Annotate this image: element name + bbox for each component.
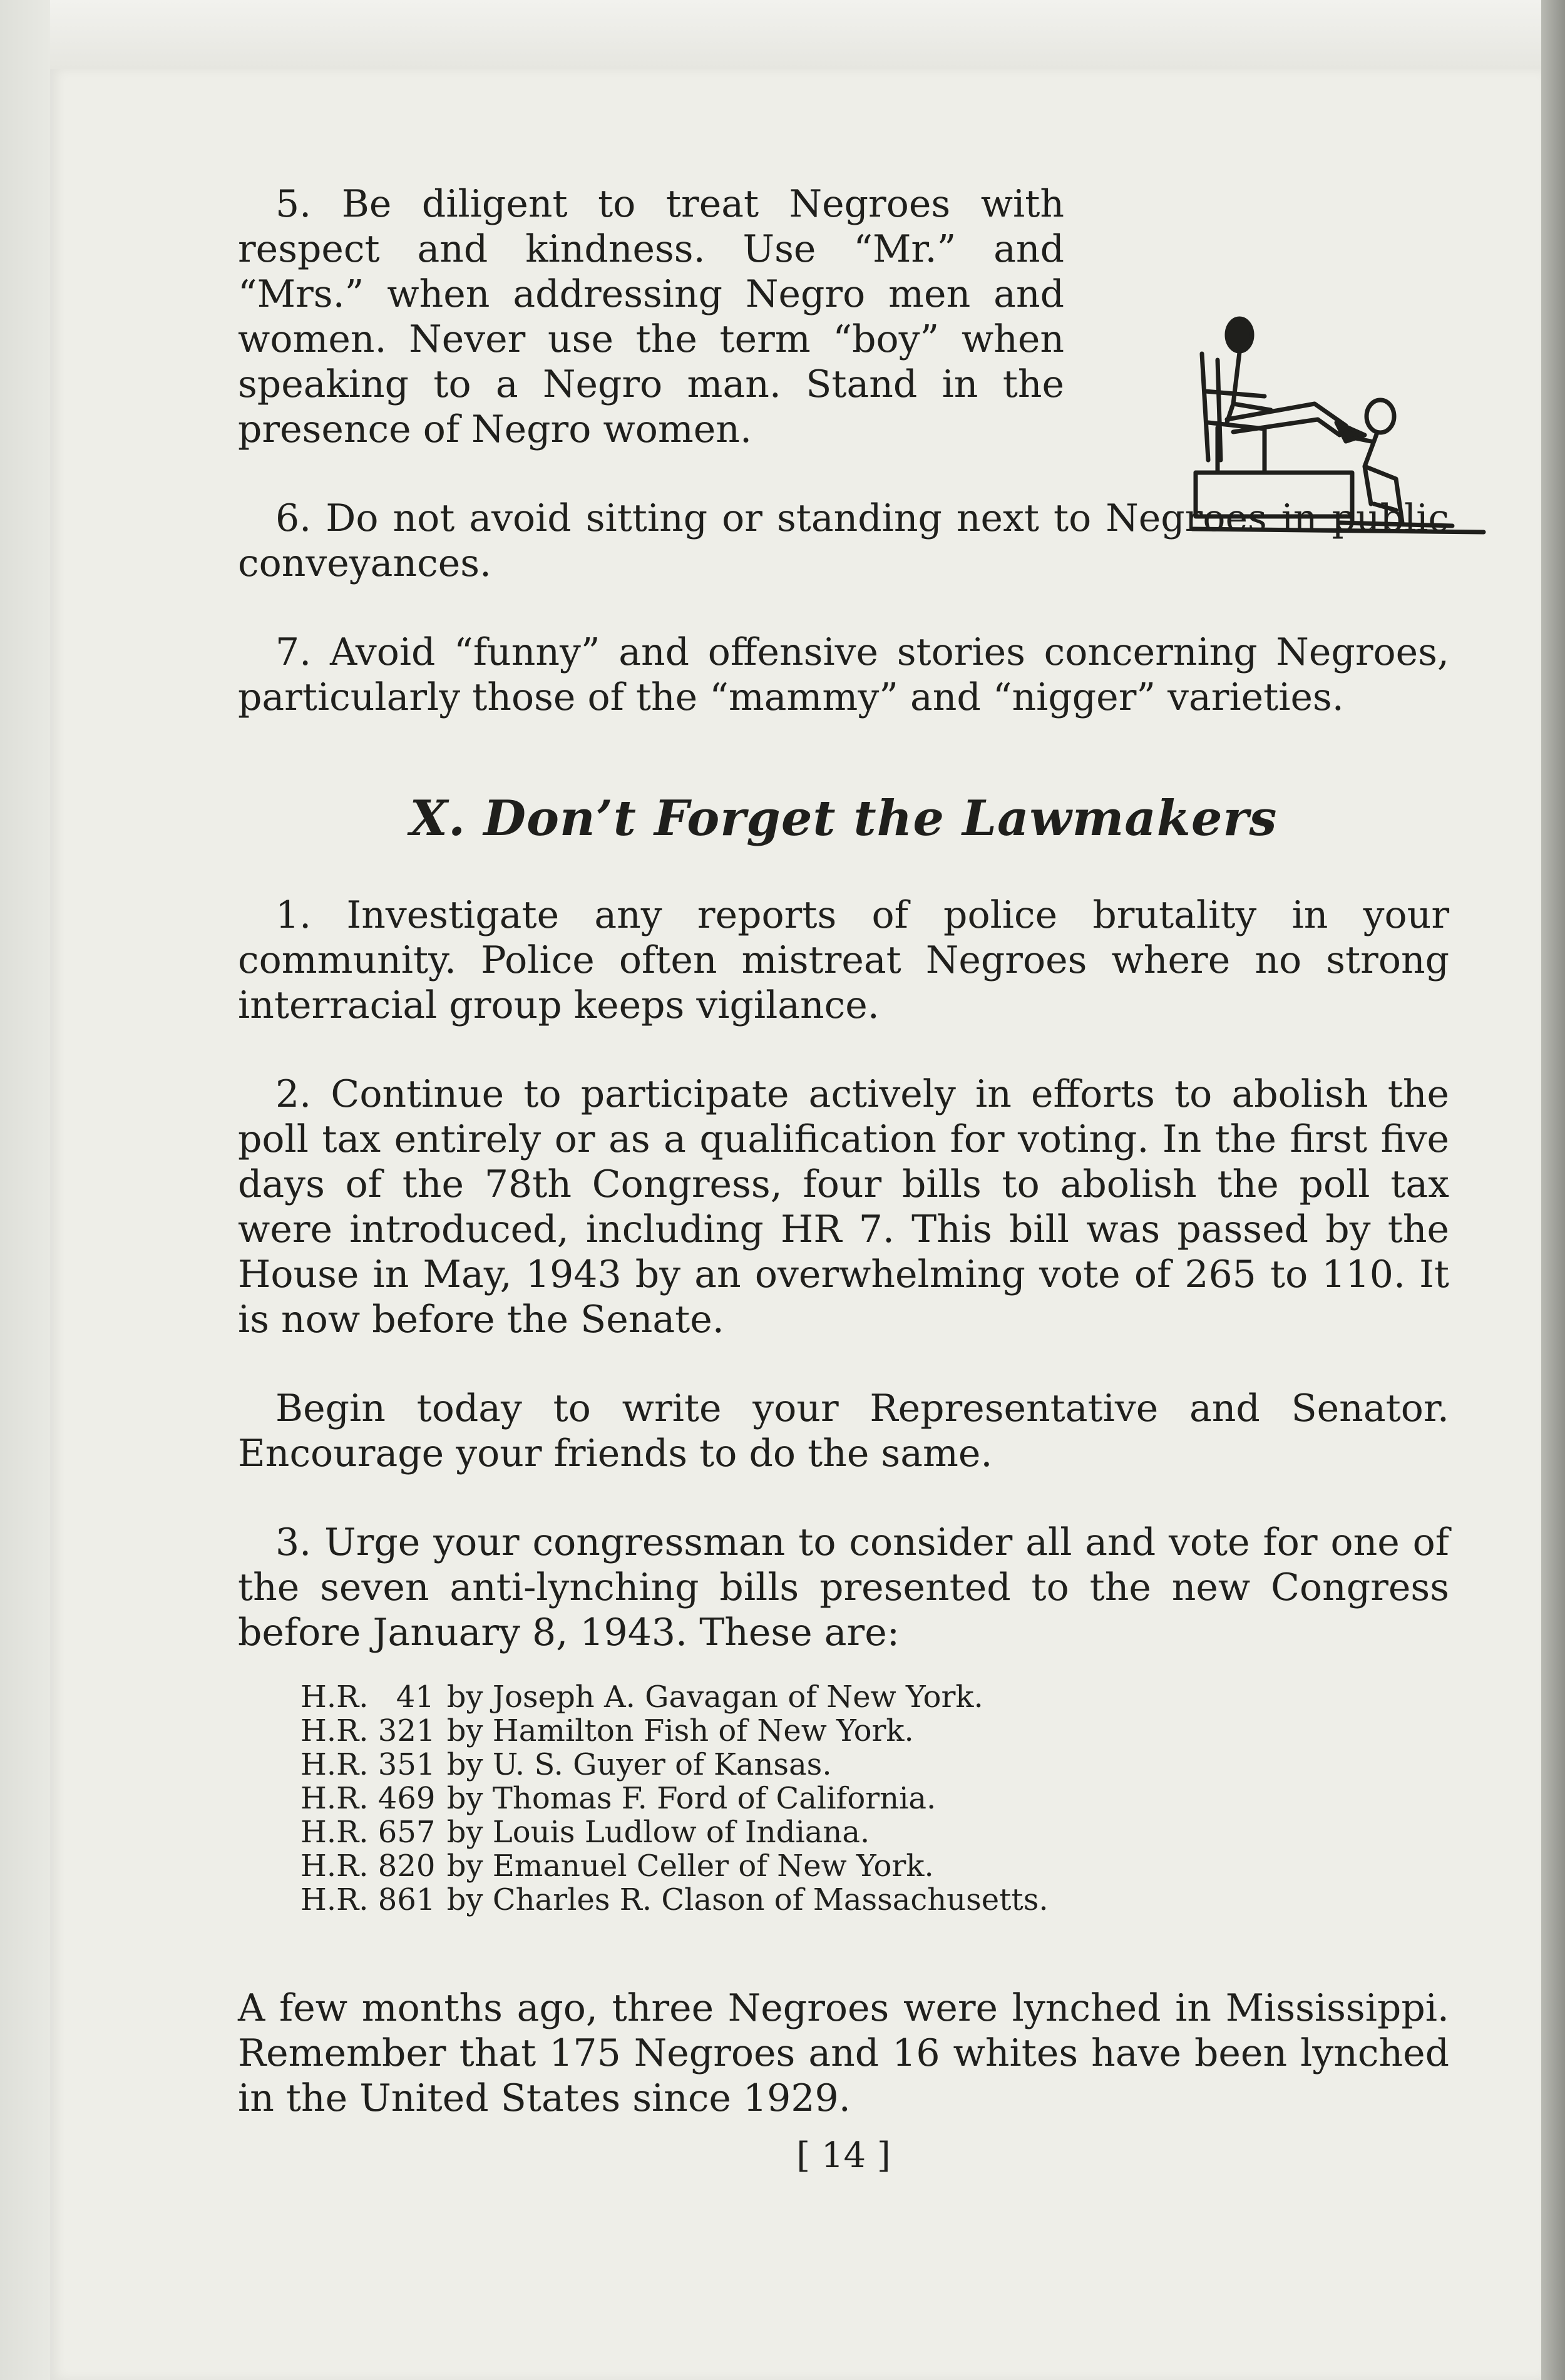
scan-background-top xyxy=(0,0,1565,69)
bill-sponsor: by Thomas F. Ford of California. xyxy=(446,1781,936,1816)
anti-lynching-bill-list xyxy=(238,1680,1449,1917)
guideline-item-5: 5. Be diligent to treat Negroes with respect and kindness. Use “Mr.” and “Mrs.” when addressing Negro men and women. Never use the term “boy” when speaking to a Negro man. Stand in the presence of Negro women. xyxy=(238,182,1064,451)
scan-background-left xyxy=(0,0,50,2380)
bill-sponsor: by Hamilton Fish of New York. xyxy=(446,1713,914,1748)
bill-sponsor: by Emanuel Celler of New York. xyxy=(446,1849,934,1884)
lawmakers-item-3: 3. Urge your congressman to consider all and vote for one of the seven anti-lynching bills presented to the new Congress before January 8, 1943. These are: xyxy=(238,1521,1449,1654)
bill-sponsor: by Louis Ludlow of Indiana. xyxy=(446,1815,870,1850)
bill-prefix: H.R. xyxy=(300,1747,369,1782)
bill-prefix: H.R. xyxy=(300,1815,369,1850)
bill-number: 820 xyxy=(377,1849,436,1884)
bill-list-item xyxy=(300,1883,1449,1917)
closing-paragraph: A few months ago, three Negroes were lynched in Mississippi. Remember that 175 Negroes and 16 whites have been lynched in the United States since 1929. xyxy=(238,1986,1449,2120)
section-heading: X. Don’t Forget the Lawmakers xyxy=(409,790,1278,847)
bill-number: 351 xyxy=(377,1747,436,1782)
bill-list-item xyxy=(300,1748,1449,1782)
bill-number: 469 xyxy=(377,1781,436,1816)
bill-list-item xyxy=(300,1714,1449,1748)
bill-sponsor: by U. S. Guyer of Kansas. xyxy=(446,1747,832,1782)
bill-list-item xyxy=(300,1782,1449,1815)
bill-sponsor: by Charles R. Clason of Massachusetts. xyxy=(446,1882,1049,1917)
guideline-item-6: 6. Do not avoid sitting or standing next to Negroes in public conveyances. xyxy=(238,496,1449,585)
bill-list-item xyxy=(300,1815,1449,1849)
scan-background-right xyxy=(1541,0,1565,2380)
bill-number: 861 xyxy=(377,1882,436,1917)
lawmakers-item-1: 1. Investigate any reports of police brutality in your community. Police often mistreat Negroes where no strong interracial group keeps vigilance. xyxy=(238,893,1449,1027)
bill-number: 321 xyxy=(377,1713,436,1748)
bill-list-item xyxy=(300,1680,1449,1714)
lawmakers-item-2-followup: Begin today to write your Representative and Senator. Encourage your friends to do the same. xyxy=(238,1387,1449,1475)
page-number: [ 14 ] xyxy=(796,2135,891,2176)
bill-prefix: H.R. xyxy=(300,1781,369,1816)
page-content xyxy=(238,182,1449,2178)
bill-list-item xyxy=(300,1849,1449,1883)
bill-prefix: H.R. xyxy=(300,1882,369,1917)
lawmakers-item-2: 2. Continue to participate actively in efforts to abolish the poll tax entirely or as a qualification for voting. In the first five days of the 78th Congress, four bills to abolish the poll tax were introduced, including HR 7. This bill was passed by the House in May, 1943 by an overwhelming vote of 265 to 110. It is now before the Senate. xyxy=(238,1072,1449,1341)
bill-prefix: H.R. xyxy=(300,1680,369,1715)
bill-prefix: H.R. xyxy=(300,1849,369,1884)
bill-prefix: H.R. xyxy=(300,1713,369,1748)
guideline-item-7: 7. Avoid “funny” and offensive stories concerning Negroes, particularly those of the “mammy” and “nigger” varieties. xyxy=(238,630,1449,719)
bill-sponsor: by Joseph A. Gavagan of New York. xyxy=(446,1680,983,1715)
bill-number: 41 xyxy=(396,1680,434,1715)
bill-number: 657 xyxy=(377,1815,436,1850)
